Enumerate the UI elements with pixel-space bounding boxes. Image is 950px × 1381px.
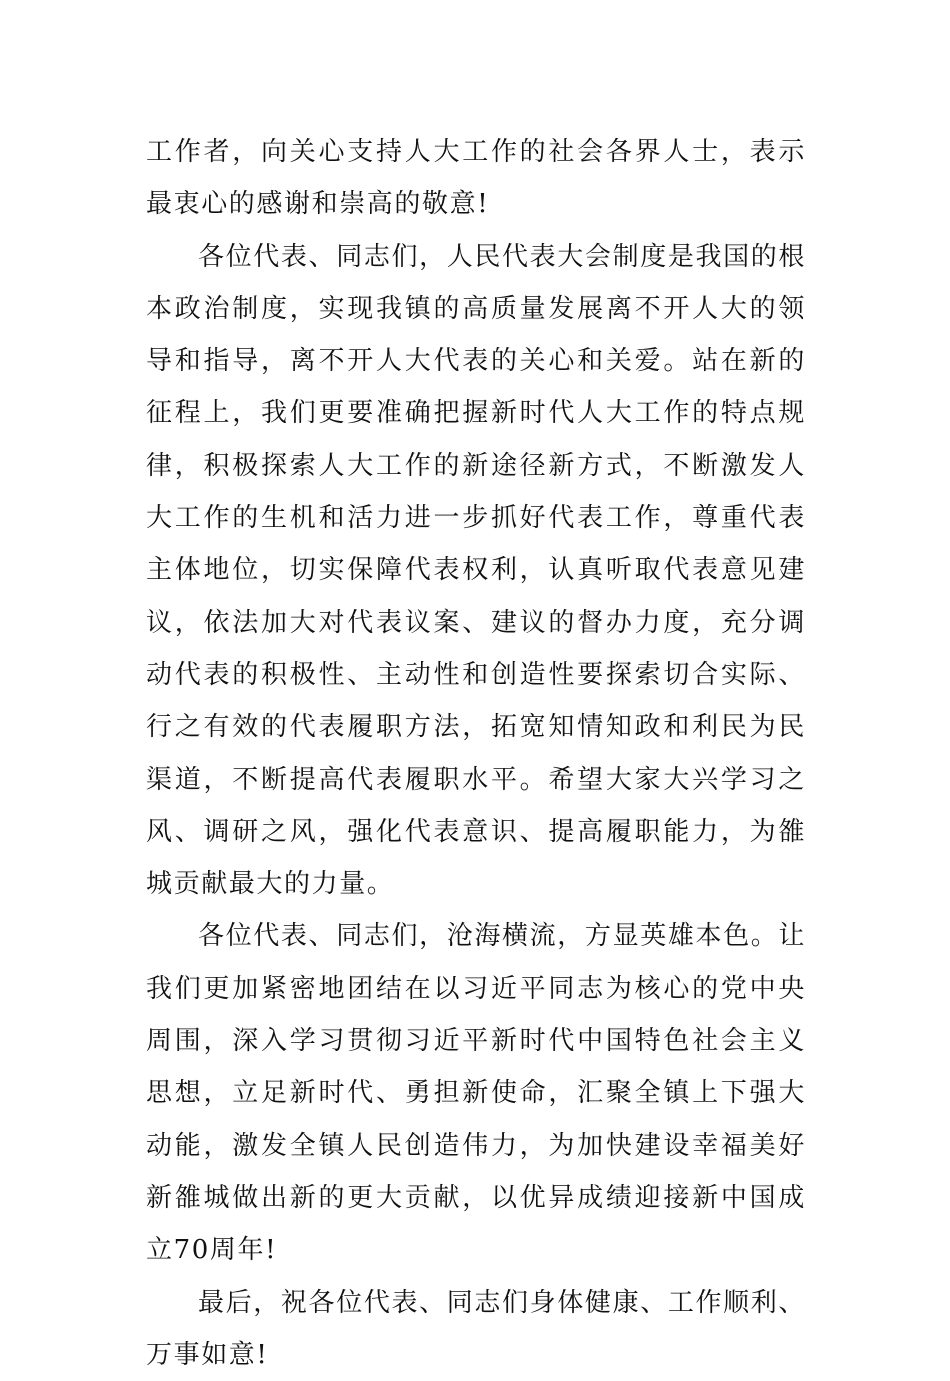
document-body [146, 126, 806, 1381]
paragraph-1: 工作者，向关心支持人大工作的社会各界人士，表示最衷心的感谢和崇高的敬意! [146, 137, 806, 220]
paragraph-4: 最后，祝各位代表、同志们身体健康、工作顺利、万事如意! [146, 1287, 806, 1370]
paragraph-3: 各位代表、同志们，沧海横流，方显英雄本色。让我们更加紧密地团结在以习近平同志为核心的党中央周围，深入学习贯彻习近平新时代中国特色社会主义思想，立足新时代、勇担新使命，汇聚全镇上下强大动能，激发全镇人民创造伟力，为加快建设幸福美好新雒城做出新的更大贡献，以优异成绩迎接新中国成立70周年! [146, 921, 806, 1266]
paragraph-2: 各位代表、同志们，人民代表大会制度是我国的根本政治制度，实现我镇的高质量发展离不开人大的领导和指导，离不开人大代表的关心和关爱。站在新的征程上，我们更要准确把握新时代人大工作的特点规律，积极探索人大工作的新途径新方式，不断激发人大工作的生机和活力进一步抓好代表工作，尊重代表主体地位，切实保障代表权利，认真听取代表意见建议，依法加大对代表议案、建议的督办力度，充分调动代表的积极性、主动性和创造性要探索切合实际、行之有效的代表履职方法，拓宽知情知政和利民为民渠道，不断提高代表履职水平。希望大家大兴学习之风、调研之风，强化代表意识、提高履职能力，为雒城贡献最大的力量。 [146, 241, 806, 900]
